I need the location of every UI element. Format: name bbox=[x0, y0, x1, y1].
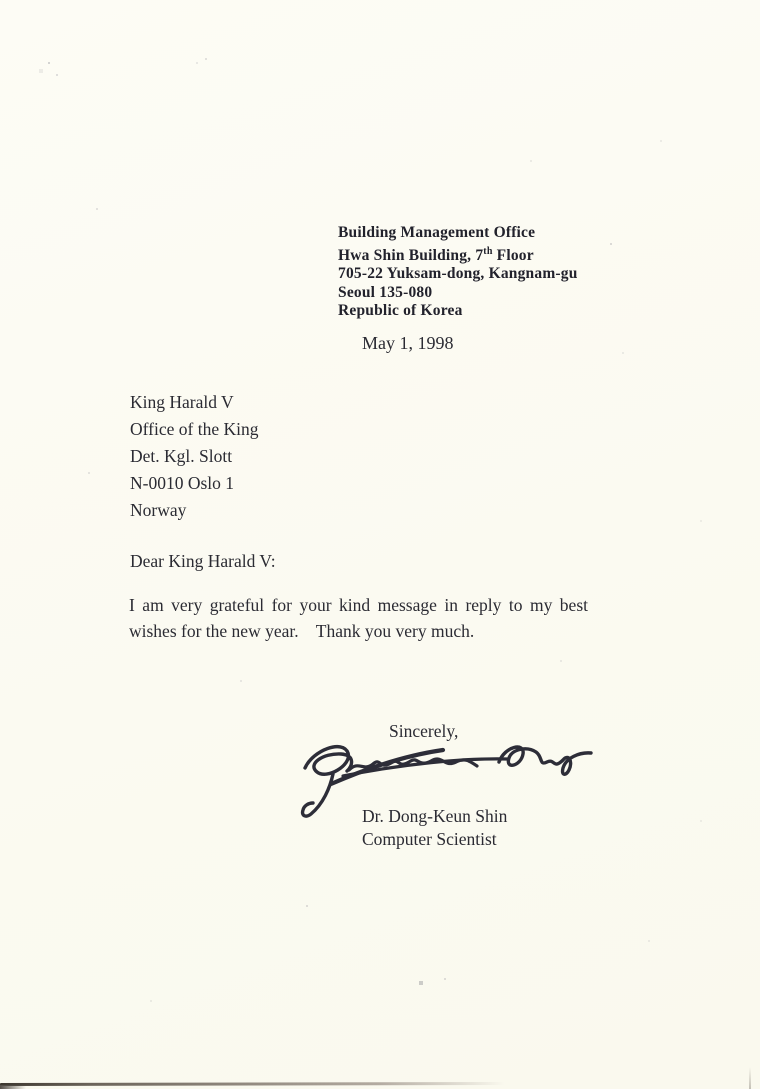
body-line: wishes for the new year. Thank you very much. bbox=[129, 621, 475, 641]
floor-superscript: th bbox=[483, 245, 493, 257]
letter-body bbox=[129, 592, 588, 644]
recipient-country: Norway bbox=[130, 500, 187, 520]
scan-edge-right-mark bbox=[749, 1067, 751, 1089]
scanner-noise-specks bbox=[0, 0, 2, 2]
signature-block bbox=[362, 805, 507, 851]
recipient-address bbox=[130, 389, 258, 524]
recipient-postal-city: N-0010 Oslo 1 bbox=[130, 473, 235, 493]
scan-edge-corner bbox=[0, 1085, 26, 1089]
letterhead-country: Republic of Korea bbox=[338, 302, 463, 320]
letterhead bbox=[338, 224, 578, 321]
recipient-street: Det. Kgl. Slott bbox=[130, 446, 233, 466]
letterhead-org: Building Management Office bbox=[338, 224, 536, 241]
recipient-name: King Harald V bbox=[130, 392, 234, 412]
scan-edge-line bbox=[0, 1082, 505, 1086]
salutation: Dear King Harald V: bbox=[130, 551, 276, 571]
closing: Sincerely, bbox=[389, 721, 459, 741]
recipient-office: Office of the King bbox=[130, 419, 259, 439]
signer-title: Computer Scientist bbox=[362, 829, 497, 849]
signer-name: Dr. Dong-Keun Shin bbox=[362, 806, 508, 826]
letterhead-building-floor: Hwa Shin Building, 7th Floor bbox=[338, 245, 534, 264]
letterhead-city-postal: Seoul 135-080 bbox=[338, 283, 433, 301]
letter-date: May 1, 1998 bbox=[362, 333, 454, 353]
letterhead-street: 705-22 Yuksam-dong, Kangnam-gu bbox=[338, 265, 578, 283]
body-line: I am very grateful for your kind message in reply to my best bbox=[129, 595, 588, 615]
